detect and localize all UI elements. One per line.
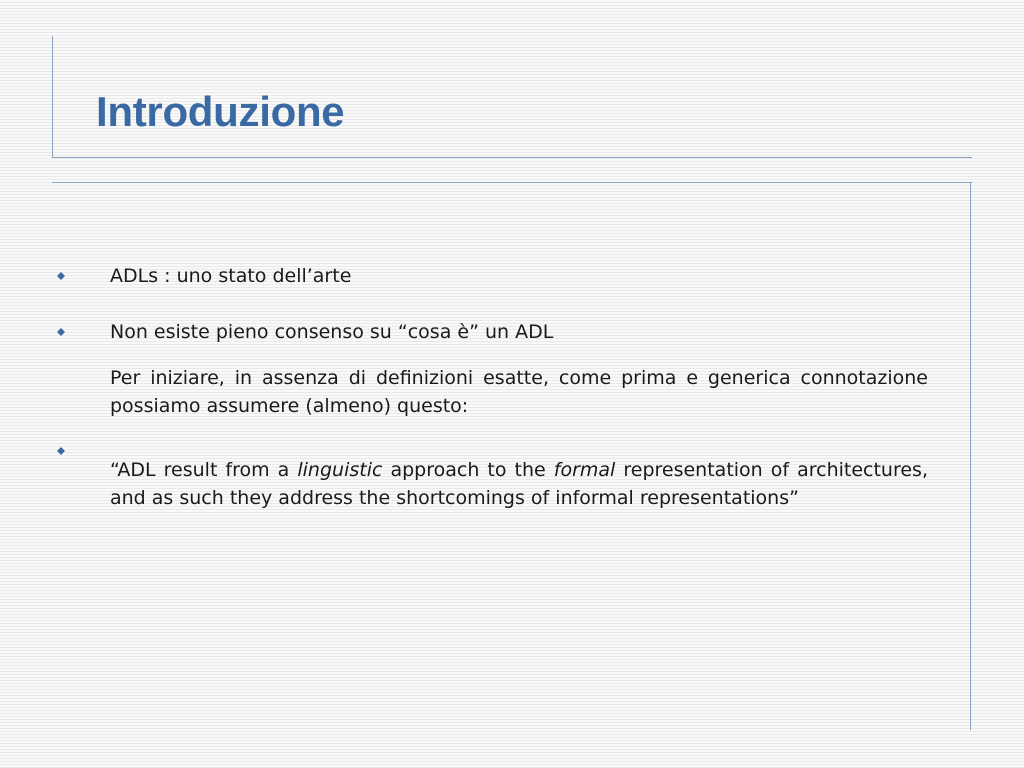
definition-quote	[110, 456, 928, 512]
quote-emphasis-formal: formal	[553, 459, 616, 481]
bullet-item-1: ADLs : uno stato dell’arte	[110, 265, 352, 287]
bullet-item-2: Non esiste pieno consenso su “cosa è” un ADL	[110, 321, 554, 343]
diamond-bullet-icon	[57, 447, 65, 455]
slide-title: Introduzione	[96, 88, 345, 135]
diamond-bullet-icon	[57, 272, 65, 280]
body-frame-horizontal-line	[52, 182, 972, 183]
quote-text-1: “ADL result from a	[110, 459, 298, 481]
title-frame-horizontal-line	[52, 157, 972, 158]
quote-text-3: representation of architectures, and as such they address the shortcomings of informal representations”	[110, 459, 929, 509]
diamond-bullet-icon	[57, 328, 65, 336]
quote-emphasis-linguistic: linguistic	[297, 459, 383, 481]
body-frame-vertical-line	[970, 182, 971, 730]
intro-paragraph: Per iniziare, in assenza di definizioni esatte, come prima e generica connotazione possiamo assumere (almeno) questo:	[110, 367, 928, 417]
quote-text-2: approach to the	[382, 459, 554, 481]
title-frame-vertical-line	[52, 36, 53, 158]
